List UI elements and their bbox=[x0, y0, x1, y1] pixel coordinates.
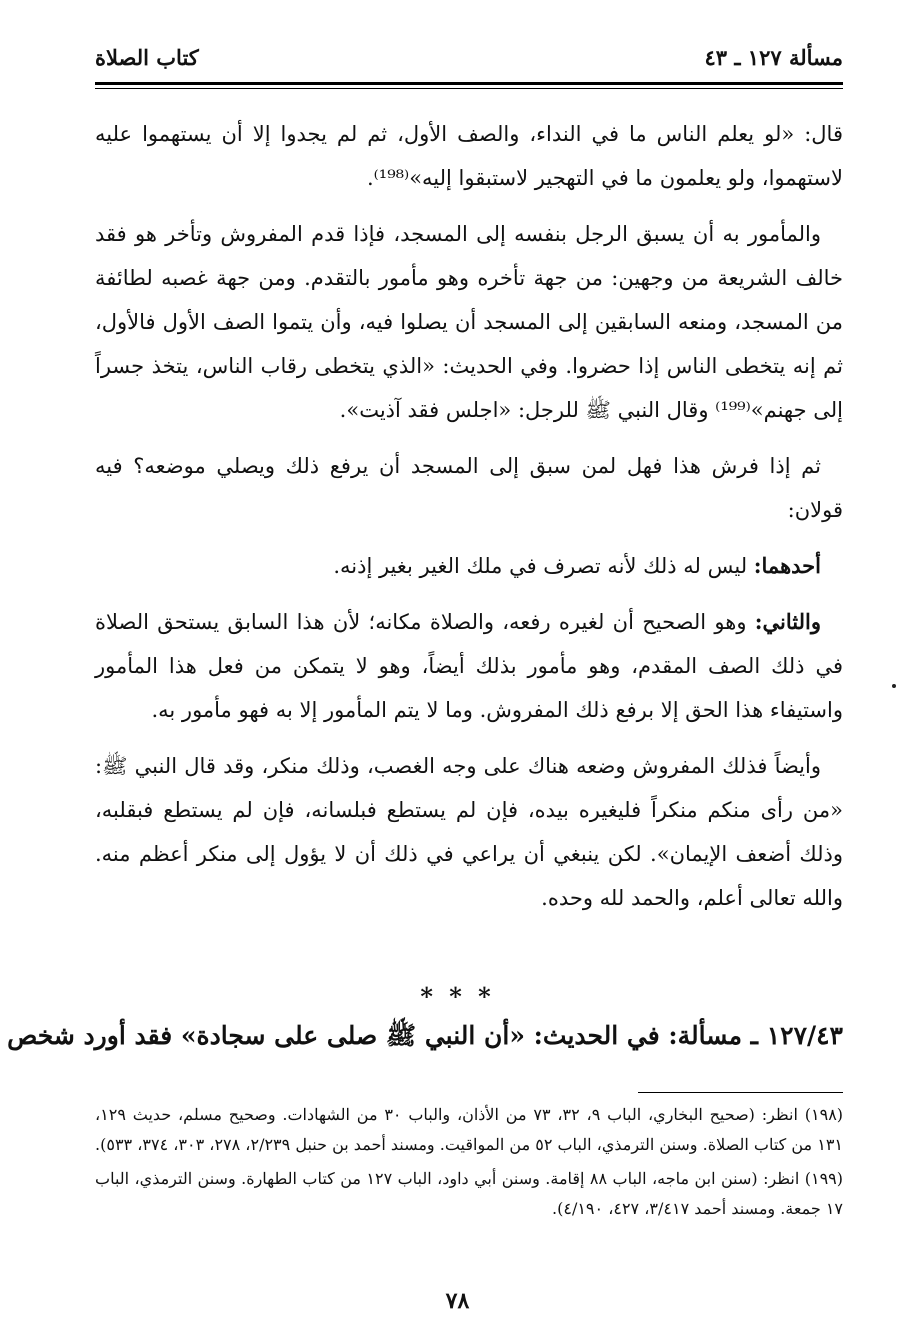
footnote-rule bbox=[638, 1092, 843, 1093]
second-opinion-text: وهو الصحيح أن لغيره رفعه، والصلاة مكانه؛ لأن هذا السابق يستحق الصلاة في ذلك الصف المقدم، وهو مأمور بذلك أيضاً، وهو لا يتمكن من فعل هذا المأمور واستيفاء هذا الحق إلا برفع ذلك المفروش. وما لا يتم المأمور إلا به فهو مأمور به. bbox=[95, 610, 843, 722]
margin-speck bbox=[892, 684, 896, 688]
footnote-198: (١٩٨) انظر: (صحيح البخاري، الباب ٩، ٣٢، ٧٣ من الأذان، والباب ٣٠ من الشهادات. وصحيح مسلم، حديث ١٢٩، ١٣١ من كتاب الصلاة. وسنن الترمذي، الباب ٥٢ من المواقيت. ومسند أحمد بن حنبل ٢/٢٣٩، ٢٧٨، ٣٠٣، ٣٧٤، ٥٣٣). bbox=[95, 1105, 844, 1154]
header-thin-rule bbox=[95, 88, 843, 89]
issue-heading: ١٢٧/٤٣ ـ مسألة: في الحديث: «أن النبي ﷺ صلى على سجادة» فقد أورد شخص bbox=[7, 1021, 843, 1050]
paragraph-6: وأيضاً فذلك المفروش وضعه هناك على وجه الغصب، وذلك منكر، وقد قال النبي ﷺ: «من رأى منكم منكراً فليغيره بيده، فإن لم يستطع فبلسانه، فإن لم يستطع فبقلبه، وذلك أضعف الإيمان». لكن ينبغي أن يراعي في ذلك أن لا يؤول إلى منكر أعظم منه. والله تعالى أعلم، والحمد لله وحده. bbox=[95, 754, 843, 910]
header-thick-rule bbox=[95, 82, 843, 85]
header-issue-number: مسألة ١٢٧ ـ ٤٣ bbox=[704, 44, 843, 70]
paragraph-3: ثم إذا فرش هذا فهل لمن سبق إلى المسجد أن يرفع ذلك ويصلي موضعه؟ فيه قولان: bbox=[95, 454, 843, 522]
header-book-title: كتاب الصلاة bbox=[95, 44, 199, 70]
paragraph-2: والمأمور به أن يسبق الرجل بنفسه إلى المسجد، فإذا قدم المفروش وتأخر هو فقد خالف الشريعة من وجهين: من جهة تأخره وهو مأمور بالتقدم. ومن جهة غصبه لطائفة من المسجد، ومنعه السابقين إلى المسجد أن يصلوا فيه، وأن يتموا الصف الأول فالأول، ثم إنه يتخطى الناس إذا حضروا. وفي الحديث: «الذي يتخطى رقاب الناس، يتخذ جسراً إلى جهنم»⁽¹⁹⁹⁾ وقال النبي ﷺ للرجل: «اجلس فقد آذيت». bbox=[95, 222, 843, 422]
footnote-199: (١٩٩) انظر: (سنن ابن ماجه، الباب ٨٨ إقامة. وسنن أبي داود، الباب ١٢٧ من كتاب الطهارة. وسنن الترمذي، الباب ١٧ جمعة. ومسند أحمد ٣/٤١٧، ٤٢٧، ٤/١٩٠). bbox=[95, 1169, 843, 1218]
first-opinion-label: أحدهما: bbox=[753, 553, 821, 578]
running-header bbox=[95, 40, 843, 74]
first-opinion-text: ليس له ذلك لأنه تصرف في ملك الغير بغير إذنه. bbox=[333, 554, 754, 578]
second-opinion-label: والثاني: bbox=[754, 609, 821, 634]
paragraph-1: قال: «لو يعلم الناس ما في النداء، والصف الأول، ثم لم يجدوا إلا أن يستهموا عليه لاستهموا، ولو يعلمون ما في التهجير لاستبقوا إليه»⁽¹⁹⁸⁾. bbox=[95, 122, 843, 190]
section-separator: * * * bbox=[420, 982, 495, 1011]
paragraph-5 bbox=[95, 600, 843, 732]
main-text bbox=[95, 112, 843, 932]
page-number: ٧٨ bbox=[445, 1288, 470, 1314]
paragraph-4 bbox=[95, 544, 843, 588]
footnotes bbox=[95, 1100, 843, 1228]
